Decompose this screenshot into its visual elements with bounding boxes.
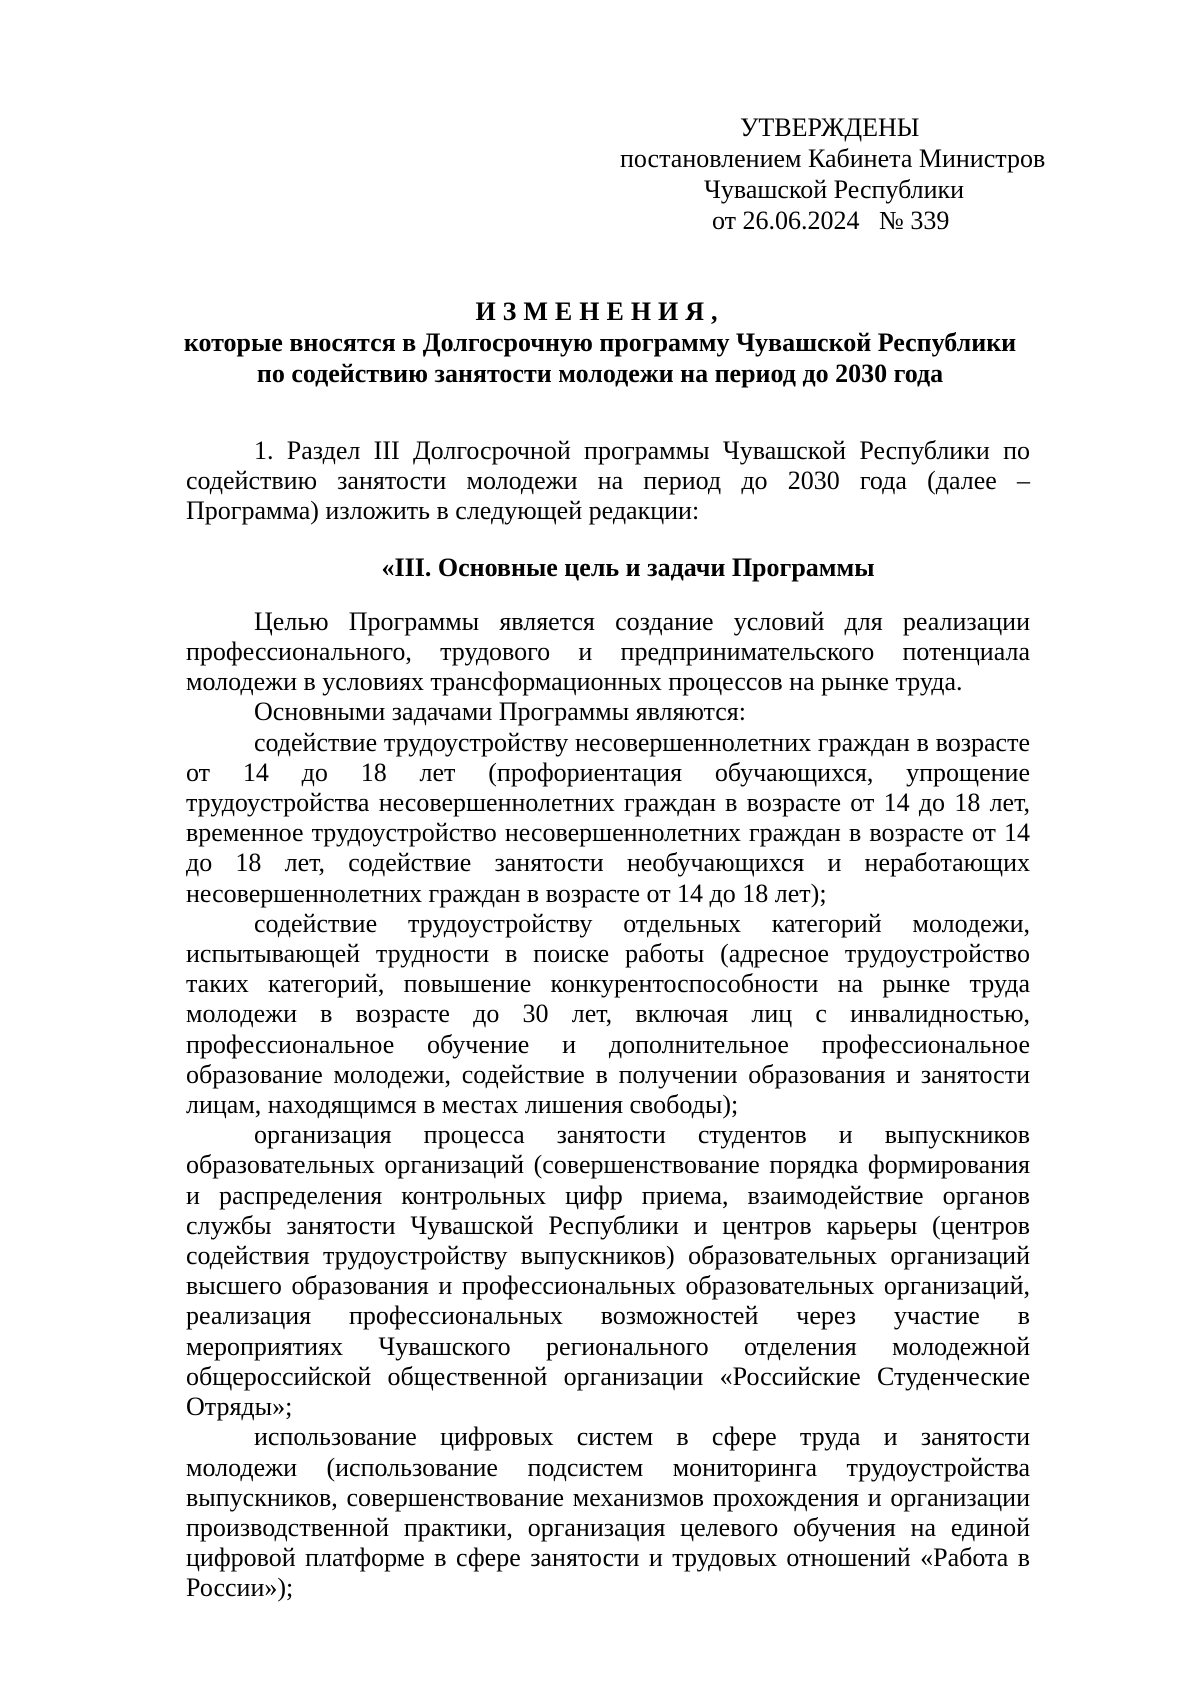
paragraph-goal: Целью Программы является создание условий для реализации профессионального, трудового и предпринимательского потенциала молодежи в условиях трансформационных процессов на рынке труда. [186,606,1030,697]
approval-republic-line: Чувашской Республики [704,175,965,204]
title-subtitle-line-1: которые вносятся в Долгосрочную программу Чувашской Республики [183,328,1017,357]
paragraph-tasks-intro: Основными задачами Программы являются: [254,697,746,727]
title-main: ИЗМЕНЕНИЯ, [475,297,725,326]
paragraph-1: 1. Раздел III Долгосрочной программы Чувашской Республики по содействию занятости молодежи на период до 2030 года (далее – Программа) изложить в следующей редакции: [186,436,1030,526]
title-subtitle-line-2: по содействию занятости молодежи на период до 2030 года [256,359,944,388]
approval-decree-line: постановлением Кабинета Министров [620,144,1046,173]
approval-date-number: от 26.06.2024 № 339 [712,206,950,235]
approval-heading: УТВЕРЖДЕНЫ [740,113,920,142]
paragraph-task-minors: содействие трудоустройству несовершеннолетних граждан в возрасте от 14 до 18 лет (профориентация обучающихся, упрощение трудоустройства несовершеннолетних граждан в возрасте от 14 до 18 лет, временное трудоустройство несовершеннолетних граждан в возрасте от 14 до 18 лет, содействие занятости необучающихся и неработающих несовершеннолетних граждан в возрасте от 14 до 18 лет); [186,727,1030,908]
paragraph-task-students: организация процесса занятости студентов и выпускников образовательных организаций (совершенствование порядка формирования и распределения контрольных цифр приема, взаимодействие органов службы занятости Чувашской Республики и центров карьеры (центров содействия трудоустройству выпускников) образовательных организаций высшего образования и профессиональных образовательных организаций, реализация профессиональных возможностей через участие в мероприятиях Чувашского регионального отделения молодежной общероссийской общественной организации «Российские Студенческие Отряды»; [186,1120,1030,1422]
document-body [186,436,1030,1604]
document-title [180,296,1020,389]
paragraph-task-digital: использование цифровых систем в сфере труда и занятости молодежи (использование подсистем мониторинга трудоустройства выпускников, совершенствование механизмов прохождения и организации производственной практики, организация целевого обучения на единой цифровой платформе в сфере занятости и трудовых отношений «Работа в России»); [186,1422,1030,1603]
paragraph-task-categories: содействие трудоустройству отдельных категорий молодежи, испытывающей трудности в поиске работы (адресное трудоустройство таких категорий, повышение конкурентоспособности на рынке труда молодежи в возрасте до 30 лет, включая лиц с инвалидностью, профессиональное обучение и дополнительное профессиональное образование молодежи, содействие в получении образования и занятости лицам, находящимся в местах лишения свободы); [186,908,1030,1120]
approval-stamp-block [620,112,1120,236]
section-heading: «III. Основные цель и задачи Программы [381,552,875,582]
